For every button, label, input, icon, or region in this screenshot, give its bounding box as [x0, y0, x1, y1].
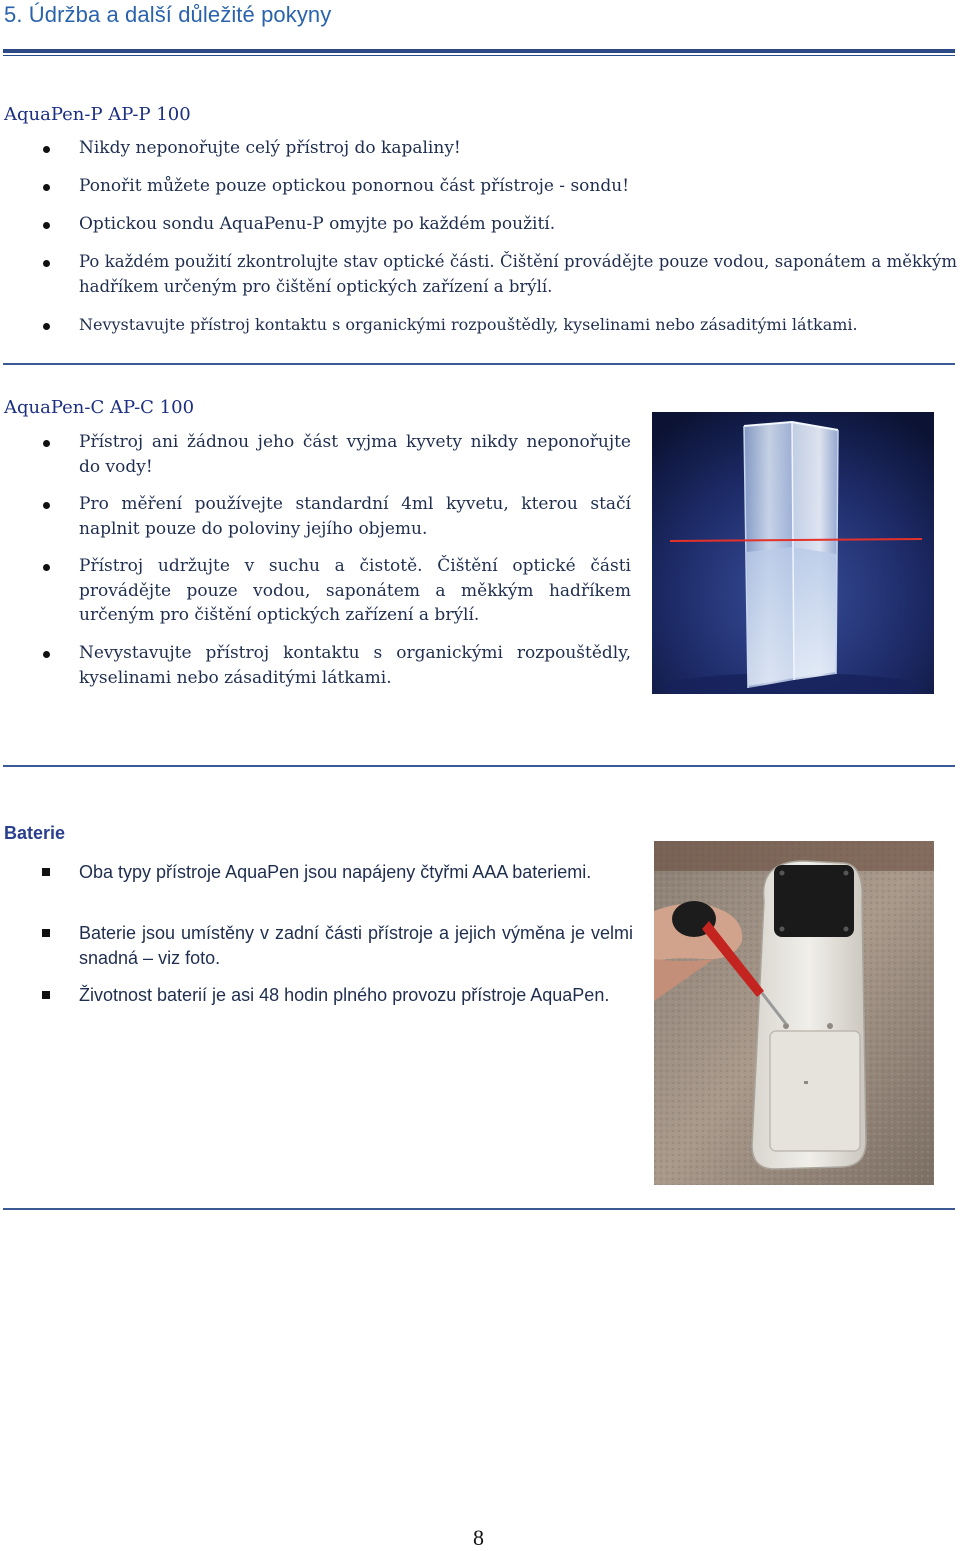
section-divider: [3, 1208, 955, 1210]
square-bullet-icon: [42, 868, 50, 876]
square-bullet-icon: [42, 929, 50, 937]
list-item: Životnost baterií je asi 48 hodin plného provozu přístroje AquaPen.: [79, 983, 633, 1008]
list-item: Přístroj ani žádnou jeho část vyjma kyvety nikdy neponořujte do vody!: [79, 430, 631, 479]
section-heading-batteries: Baterie: [4, 823, 66, 843]
bullet-icon: [43, 564, 50, 571]
bullet-icon: [43, 260, 50, 267]
bullet-icon: [43, 184, 50, 191]
bullet-icon: [43, 146, 50, 153]
page-title: 5. Údržba a další důležité pokyny: [4, 2, 332, 27]
list-item: Nevystavujte přístroj kontaktu s organickými rozpouštědly, kyselinami nebo zásaditými látkami.: [79, 641, 631, 690]
list-item: Optickou sondu AquaPenu-P omyjte po každém použití.: [79, 212, 957, 237]
bullet-icon: [43, 440, 50, 447]
list-item: Pro měření používejte standardní 4ml kyvetu, kterou stačí naplnit pouze do poloviny jejího objemu.: [79, 492, 631, 541]
bullet-icon: [43, 651, 50, 658]
page-number: 8: [473, 1525, 484, 1550]
list-item: Oba typy přístroje AquaPen jsou napájeny čtyřmi AAA bateriemi.: [79, 860, 633, 885]
bullet-icon: [43, 323, 50, 330]
list-item: Nikdy neponořujte celý přístroj do kapaliny!: [79, 136, 957, 161]
list-item: Ponořit můžete pouze optickou ponornou část přístroje - sondu!: [79, 174, 957, 199]
section-heading-aquapen-c: AquaPen-C AP-C 100: [4, 397, 195, 418]
section-divider: [3, 363, 955, 365]
section-heading-aquapen-p: AquaPen-P AP-P 100: [4, 104, 191, 125]
bullet-icon: [43, 502, 50, 509]
bullet-icon: [43, 222, 50, 229]
cuvette-photo: [652, 412, 934, 694]
list-item: Po každém použití zkontrolujte stav optické části. Čištění provádějte pouze vodou, saponátem a měkkým hadříkem určeným pro čištění optických zařízení a brýlí.: [79, 250, 957, 299]
title-divider: [3, 49, 955, 56]
battery-replacement-photo: [654, 841, 934, 1185]
list-item: Nevystavujte přístroj kontaktu s organickými rozpouštědly, kyselinami nebo zásaditými látkami.: [79, 313, 957, 338]
list-item: Baterie jsou umístěny v zadní části přístroje a jejich výměna je velmi snadná – viz foto.: [79, 921, 633, 970]
list-item: Přístroj udržujte v suchu a čistotě. Čištění optické části provádějte pouze vodou, saponátem a měkkým hadříkem určeným pro čištění optických zařízení a brýlí.: [79, 554, 631, 628]
section-divider: [3, 765, 955, 767]
square-bullet-icon: [42, 991, 50, 999]
